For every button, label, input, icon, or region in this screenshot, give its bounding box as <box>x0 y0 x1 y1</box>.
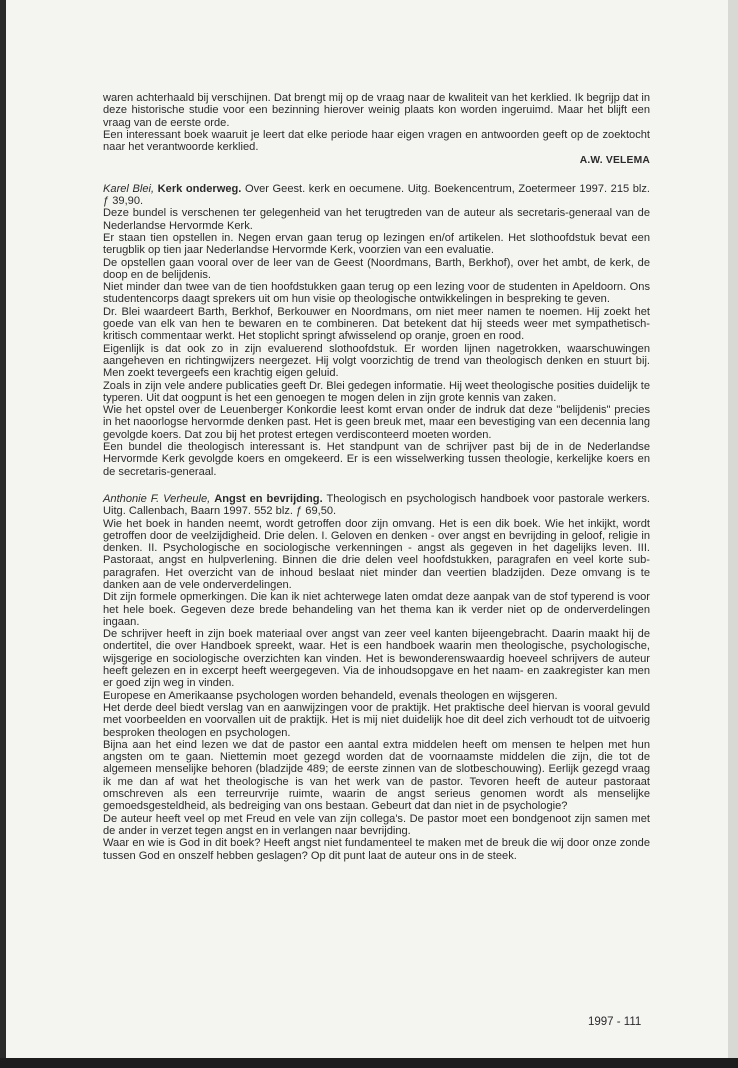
intro-paragraph: Een interessant boek waaruit je leert dat elke periode haar eigen vragen en antwoorden geeft op de zoektocht naar het verantwoorde kerklied. <box>103 128 650 154</box>
scan-edge-right <box>728 0 738 1068</box>
review-title: Angst en bevrijding. <box>214 492 323 505</box>
review-signature: A.W. VELEMA <box>579 155 650 167</box>
review-details: Over Geest. kerk en oecumene. Uitg. Boekencentrum, Zoetermeer 1997. 215 blz. ƒ 39,90. <box>103 182 650 208</box>
review-paragraph: Bijna aan het eind lezen we dat de pastor een aantal extra middelen heeft om mensen te helpen met hun angsten om te gaan. Niettemin moet gezegd worden dat de voornaamste middelen die zijn, die tot de algemeen menselijke behoren (bladzijde 489; de eerste zinnen van de slotbeschouwing). Eerlijk gezegd vraag ik me dan af wat het theologische is van het werk van de pastor. Tevoren heeft de auteur pastoraat omschreven als een terreurvrije ruimte, waarin de angst serieus genomen wordt als menselijke gemoedsgesteldheid, als bedreiging van ons bestaan. Gebeurt dat dan niet in de psychologie? <box>103 738 650 813</box>
review-paragraph: Waar en wie is God in dit boek? Heeft angst niet fundamenteel te maken met de breuk die wij door onze zonde tussen God en onszelf hebben geslagen? Op dit punt laat de auteur ons in de steek. <box>103 837 650 862</box>
review-paragraph: Een bundel die theologisch interessant is. Het standpunt van de schrijver past bij de in de Nederlandse Hervormde Kerk gevolgde koers en omgekeerd. Er is een wisselwerking tussen theologie, kerkelijke koers en de secretaris-generaal. <box>103 441 650 478</box>
review-paragraph: De auteur heeft veel op met Freud en vele van zijn collega's. De pastor moet een bondgenoot zijn samen met de ander in verzet tegen angst en in verlangen naar bevrijding. <box>103 812 650 837</box>
review-paragraph: Zoals in zijn vele andere publicaties geeft Dr. Blei gedegen informatie. Hij weet theologische posities duidelijk te typeren. Uit dat oogpunt is het een genoegen te mogen delen in zijn grote kennis van zaken. <box>103 379 650 404</box>
review-paragraph: Dit zijn formele opmerkingen. Die kan ik niet achterwege laten omdat deze aanpak van de stof typerend is voor het hele boek. Gegeven deze brede behandeling van het thema kan ik verder niet op de onderverdelingen ingaan. <box>103 591 650 628</box>
intro-paragraph: waren achterhaald bij verschijnen. Dat brengt mij op de vraag naar de kwaliteit van het kerklied. Ik begrijp dat in deze historische studie voor een bezinning hierover weinig plaats kon worden ingeruimd. Maar het blijft een vraag van de eerste orde. <box>103 92 650 129</box>
review-paragraph: Deze bundel is verschenen ter gelegenheid van het terugtreden van de auteur als secretaris-generaal van de Nederlandse Hervormde Kerk. <box>103 207 650 232</box>
review-author: Karel Blei, <box>103 182 155 195</box>
review-paragraph: Het derde deel biedt verslag van en aanwijzingen voor de praktijk. Het praktische deel hiervan is vooral gevuld met voorbeelden en voorvallen uit de praktijk. Het is mij niet duidelijk hoe dit deel zich verhoudt tot de uitvoerig besproken theologen en psychologen. <box>103 701 650 739</box>
page-content <box>103 92 650 862</box>
review-paragraph: Er staan tien opstellen in. Negen ervan gaan terug op lezingen en/of artikelen. Het slothoofdstuk bevat een terugblik op tien jaar Nederlandse Hervormde Kerk, voorzien van een evaluatie. <box>103 231 650 257</box>
review-paragraph: Niet minder dan twee van de tien hoofdstukken gaan terug op een lezing voor de studenten in Apeldoorn. Ons studentencorps daagt sprekers uit om hun visie op theologische ontwikkelingen in bespreking te geven. <box>103 281 650 306</box>
review-author: Anthonie F. Verheule, <box>103 492 211 505</box>
review-paragraph: De schrijver heeft in zijn boek materiaal over angst van zeer veel kanten bijeengebracht. Daarin maakt hij de ondertitel, die over Handboek spreekt, waar. Het is een handboek waarin men theologische, psychologische, wijsgerige en sociologische overzichten kan vinden. Het is bewonderenswaardig hoeveel schrijvers de auteur heeft gelezen en in excerpt heeft weergegeven. Via de inhoudsopgave en het naam- en zaakregister kan men er goed zijn weg in vinden. <box>103 628 650 690</box>
review-paragraph: Wie het opstel over de Leuenberger Konkordie leest komt ervan onder de indruk dat deze "belijdenis" precies in het naoorlogse hervormde denken past. Het is geen breuk met, maar een bevestiging van een decennia lang gevolgde koers. Dat zou bij het protest ertegen verdisconteerd moeten worden. <box>103 404 650 441</box>
review-paragraph: Wie het boek in handen neemt, wordt getroffen door zijn omvang. Het is een dik boek. Wie het inkijkt, wordt getroffen door de veelzijdigheid. Drie delen. I. Geloven en denken - over angst en bevrijding in geloof, religie in denken. II. Psychologische en sociologische verkenningen - angst als gegeven in het dagelijks leven. III. Pastoraat, angst en hulpverlening. Binnen die drie delen veel hoofdstukken, paragrafen en veel korte sub-paragrafen. Het overzicht van de inhoud beslaat niet minder dan veertien bladzijden. Deze omvang is te danken aan de vele onderverdelingen. <box>103 517 650 591</box>
scan-edge-bottom <box>0 1058 738 1068</box>
review-paragraph: Eigenlijk is dat ook zo in zijn evaluerend slothoofdstuk. Er worden lijnen nagetrokken, waarschuwingen aangeheven en richtingwijzers neergezet. Hij volgt voorzichtig de trend van theologisch denken en stuurt bij. Men zoekt tevergeefs een krachtig eigen geluid. <box>103 342 650 380</box>
review-paragraph: Dr. Blei waardeert Barth, Berkhof, Berkouwer en Noordmans, om niet meer namen te noemen. Hij zoekt het goede van elk van hen te bewaren en te combineren. Dat betekent dat hij steeds weer met sympathetisch-kritisch commentaar werkt. Het stoplicht springt afwisselend op oranje, groen en rood. <box>103 305 650 343</box>
review-paragraph: Europese en Amerikaanse psychologen worden behandeld, evenals theologen en wijsgeren. <box>103 689 558 702</box>
review-title: Kerk onderweg. <box>157 182 242 195</box>
section-gap <box>103 478 650 493</box>
review-details: Theologisch en psychologisch handboek voor pastorale werkers. Uitg. Callenbach, Baarn 1997. 552 blz. ƒ 69,50. <box>103 492 650 518</box>
section-gap <box>103 168 650 183</box>
page-number: 1997 - 111 <box>588 1016 642 1028</box>
review-paragraph: De opstellen gaan vooral over de leer van de Geest (Noordmans, Barth, Berkhof), over het ambt, de kerk, de doop en de belijdenis. <box>103 256 650 281</box>
review-heading <box>103 493 650 518</box>
review-heading <box>103 183 650 208</box>
